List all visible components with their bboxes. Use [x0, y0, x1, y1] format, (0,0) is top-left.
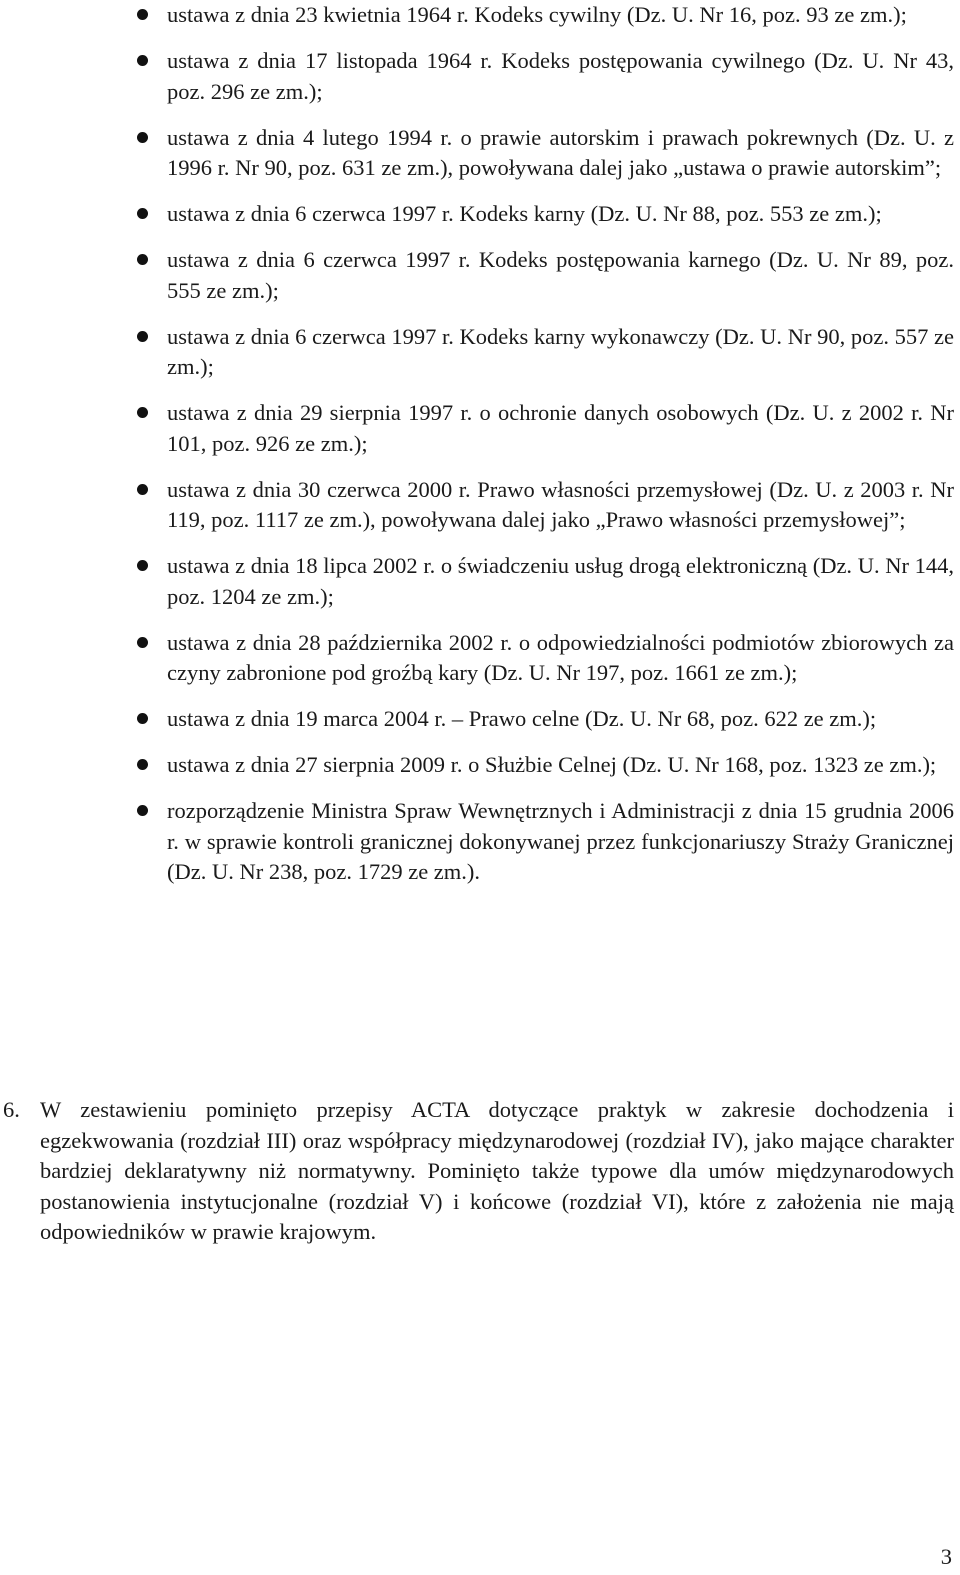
- list-item: [167, 704, 954, 735]
- list-item-text: ustawa z dnia 28 października 2002 r. o odpowiedzialności podmiotów zbiorowych za czyny zabronione pod groźbą kary (Dz. U. Nr 197, poz. 1661 ze zm.);: [167, 629, 954, 685]
- list-item-text: ustawa z dnia 17 listopada 1964 r. Kodeks postępowania cywilnego (Dz. U. Nr 43, poz. 296 ze zm.);: [167, 48, 954, 104]
- list-item: [167, 0, 954, 31]
- bullet-icon: [137, 407, 148, 418]
- list-item-text: ustawa z dnia 23 kwietnia 1964 r. Kodeks cywilny (Dz. U. Nr 16, poz. 93 ze zm.);: [167, 2, 907, 27]
- list-item: [167, 245, 954, 306]
- bullet-icon: [137, 208, 148, 219]
- list-item: [167, 322, 954, 383]
- bullet-icon: [137, 560, 148, 571]
- list-item-text: ustawa z dnia 30 czerwca 2000 r. Prawo własności przemysłowej (Dz. U. z 2003 r. Nr 119, poz. 1117 ze zm.), powoływana dalej jako „Prawo własności przemysłowej”;: [167, 476, 954, 532]
- list-item: [167, 551, 954, 612]
- list-item: [167, 475, 954, 536]
- list-item: [167, 199, 954, 230]
- legal-acts-list: [167, 0, 954, 903]
- bullet-icon: [137, 331, 148, 342]
- list-item: [167, 46, 954, 107]
- list-item-text: rozporządzenie Ministra Spraw Wewnętrznych i Administracji z dnia 15 grudnia 2006 r. w sprawie kontroli granicznej dokonywanej przez funkcjonariuszy Straży Granicznej (Dz. U. Nr 238, poz. 1729 ze zm.).: [167, 798, 954, 884]
- list-item: [167, 796, 954, 888]
- bullet-icon: [137, 9, 148, 20]
- list-item: [167, 398, 954, 459]
- bullet-icon: [137, 55, 148, 66]
- list-item-text: ustawa z dnia 6 czerwca 1997 r. Kodeks karny wykonawczy (Dz. U. Nr 90, poz. 557 ze zm.);: [167, 323, 954, 379]
- list-item-text: ustawa z dnia 6 czerwca 1997 r. Kodeks karny (Dz. U. Nr 88, poz. 553 ze zm.);: [167, 201, 882, 226]
- paragraph-text: W zestawieniu pominięto przepisy ACTA dotyczące praktyk w zakresie dochodzenia i egzekwowania (rozdział III) oraz współpracy międzynarodowej (rozdział IV), jako mające charakter bardziej deklaratywny niż normatywny. Pominięto także typowe dla umów międzynarodowych postanowienia instytucjonalne (rozdział V) i końcowe (rozdział VI), które z założenia nie mają odpowiedników w prawie krajowym.: [40, 1097, 954, 1244]
- bullet-icon: [137, 759, 148, 770]
- list-item-text: ustawa z dnia 29 sierpnia 1997 r. o ochronie danych osobowych (Dz. U. z 2002 r. Nr 101, poz. 926 ze zm.);: [167, 400, 954, 456]
- list-item-text: ustawa z dnia 4 lutego 1994 r. o prawie autorskim i prawach pokrewnych (Dz. U. z 1996 r. Nr 90, poz. 631 ze zm.), powoływana dalej jako „ustawa o prawie autorskim”;: [167, 124, 954, 180]
- bullet-icon: [137, 132, 148, 143]
- bullet-icon: [137, 484, 148, 495]
- bullet-icon: [137, 805, 148, 816]
- numbered-paragraph: [3, 1095, 954, 1248]
- list-item: [167, 123, 954, 184]
- list-item: [167, 750, 954, 781]
- page-number: 3: [940, 1544, 952, 1569]
- list-item-text: ustawa z dnia 18 lipca 2002 r. o świadczeniu usług drogą elektroniczną (Dz. U. Nr 144, poz. 1204 ze zm.);: [167, 553, 954, 609]
- list-item-text: ustawa z dnia 27 sierpnia 2009 r. o Służbie Celnej (Dz. U. Nr 168, poz. 1323 ze zm.);: [167, 752, 937, 777]
- list-item-text: ustawa z dnia 6 czerwca 1997 r. Kodeks postępowania karnego (Dz. U. Nr 89, poz. 555 ze zm.);: [167, 247, 954, 303]
- list-item: [167, 628, 954, 689]
- paragraph-number: 6.: [3, 1097, 20, 1122]
- list-item-text: ustawa z dnia 19 marca 2004 r. – Prawo celne (Dz. U. Nr 68, poz. 622 ze zm.);: [167, 706, 877, 731]
- bullet-icon: [137, 637, 148, 648]
- bullet-icon: [137, 254, 148, 265]
- bullet-icon: [137, 713, 148, 724]
